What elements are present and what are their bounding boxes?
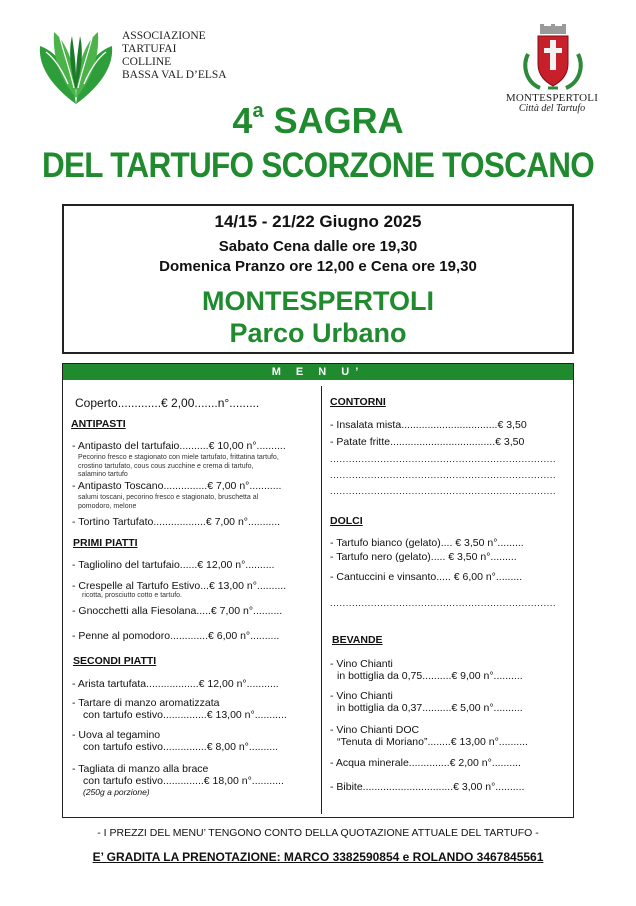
menu-item-note [78, 454, 279, 480]
blank-line: ........................................................................ [330, 454, 557, 465]
title-number: 4 [232, 100, 253, 141]
menu-item-uova-price: con tartufo estivo...............€ 8,00 n°.......... [83, 741, 279, 753]
event-title-line-2: DEL TARTUFO SCORZONE TOSCANO [41, 146, 595, 185]
event-venue: Parco Urbano [229, 318, 407, 348]
town-crest-icon [520, 24, 586, 92]
saturday-hours: Sabato Cena dalle ore 19,30 [218, 238, 418, 255]
menu-item-crespelle: - Crespelle al Tartufo Estivo...€ 13,00 n°.......... [72, 580, 287, 592]
menu-item-gnocchetti: - Gnocchetti alla Fiesolana.....€ 7,00 n°.......... [72, 605, 283, 617]
menu-item-uova: - Uova al tegamino [72, 729, 161, 741]
town-name: MONTESPERTOLI [505, 92, 599, 104]
menu-item-tagliata: - Tagliata di manzo alla brace [72, 763, 209, 775]
menu-item-acqua: - Acqua minerale..............€ 2,00 n°.......... [330, 757, 521, 769]
title-superscript: a [252, 100, 264, 122]
menu-item-chianti-037-price: in bottiglia da 0,37..........€ 5,00 n°.......... [337, 702, 523, 714]
section-bevande: BEVANDE [332, 634, 383, 646]
menu-item-tartare: - Tartare di manzo aromatizzata [72, 697, 220, 709]
menu-item-tortino: - Tortino Tartufato..................€ 7,00 n°........... [72, 516, 281, 528]
menu-item-antipasto-toscano: - Antipasto Toscano...............€ 7,00 n°........... [72, 480, 282, 492]
association-line-4: BASSA VAL D’ELSA [122, 69, 227, 81]
menu-item-patate: - Patate fritte....................................€ 3,50 [330, 436, 525, 448]
note-line: pomodoro, melone [78, 502, 137, 510]
blank-line: ........................................................................ [330, 470, 557, 481]
association-logo-icon [34, 28, 118, 106]
menu-item-cantuccini: - Cantuccini e vinsanto..... € 6,00 n°......... [330, 571, 523, 583]
note-line: salamino tartufo [78, 471, 128, 478]
menu-item-tartufo-nero: - Tartufo nero (gelato)..... € 3,50 n°......... [330, 551, 517, 563]
menu-item-note: ricotta, prosciutto cotto e tartufo. [82, 592, 182, 599]
menu-item-bibite: - Bibite...............................€ 3,00 n°.......... [330, 781, 525, 793]
menu-item-chianti-doc-price: “Tenuta di Moriano”........€ 13,00 n°.......... [337, 736, 528, 748]
section-secondi: SECONDI PIATTI [73, 655, 157, 667]
section-contorni: CONTORNI [330, 396, 386, 408]
booking-line: E’ GRADITA LA PRENOTAZIONE: MARCO 3382590854 e ROLANDO 3467845561 [92, 850, 544, 864]
menu-item-portion-note: (250g a porzione) [83, 787, 150, 797]
association-line-3: COLLINE [122, 56, 172, 68]
note-line: salumi toscani, pecorino fresco e stagionato, bruschetta al [78, 494, 259, 501]
menu-column-divider [321, 386, 322, 814]
menu-item-chianti-075-price: in bottiglia da 0,75..........€ 9,00 n°.......... [337, 670, 523, 682]
event-dates: 14/15 - 21/22 Giugno 2025 [214, 212, 422, 231]
menu-item-arista: - Arista tartufata..................€ 12,00 n°........... [72, 678, 279, 690]
price-note: - I PREZZI DEL MENU’ TENGONO CONTO DELLA QUOTAZIONE ATTUALE DEL TARTUFO - [97, 827, 539, 839]
association-line-2: TARTUFAI [122, 43, 177, 55]
section-primi: PRIMI PIATTI [73, 537, 138, 549]
event-place: MONTESPERTOLI [201, 286, 435, 316]
blank-line: ........................................................................ [330, 598, 557, 609]
note-line: crostino tartufato, cous cous zucchine e crema di tartufo, [78, 462, 254, 470]
menu-item-chianti-doc: - Vino Chianti DOC [330, 724, 420, 736]
menu-item-tagliolino: - Tagliolino del tartufaio......€ 12,00 n°.......... [72, 559, 275, 571]
title-word: SAGRA [273, 100, 404, 141]
menu-item-insalata: - Insalata mista.................................€ 3,50 [330, 419, 527, 431]
blank-line: ........................................................................ [330, 486, 557, 497]
menu-item-chianti-075: - Vino Chianti [330, 658, 393, 670]
association-name [122, 30, 227, 82]
menu-item-penne: - Penne al pomodoro.............€ 6,00 n°.......... [72, 630, 280, 642]
menu-item-chianti-037: - Vino Chianti [330, 690, 393, 702]
association-line-1: ASSOCIAZIONE [122, 30, 206, 42]
menu-title-bar: M E N U’ [63, 364, 573, 380]
menu-item-antipasto-tartufaio: - Antipasto del tartufaio..........€ 10,00 n°.......... [72, 440, 286, 452]
menu-item-tartare-price: con tartufo estivo...............€ 13,00 n°........... [83, 709, 287, 721]
section-dolci: DOLCI [330, 515, 363, 527]
menu-item-tagliata-price: con tartufo estivo..............€ 18,00 n°........... [83, 775, 284, 787]
menu-item-note [78, 494, 258, 511]
coperto-line: Coperto.............€ 2,00.......n°......... [75, 396, 260, 410]
menu-item-tartufo-bianco: - Tartufo bianco (gelato).... € 3,50 n°......... [330, 537, 524, 549]
section-antipasti: ANTIPASTI [71, 418, 126, 430]
town-subtitle: Città del Tartufo [518, 103, 586, 114]
sunday-hours: Domenica Pranzo ore 12,00 e Cena ore 19,30 [159, 258, 477, 275]
event-title-line-1 [0, 100, 636, 142]
note-line: Pecorino fresco e stagionato con miele tartufato, frittatina tartufo, [78, 454, 279, 461]
